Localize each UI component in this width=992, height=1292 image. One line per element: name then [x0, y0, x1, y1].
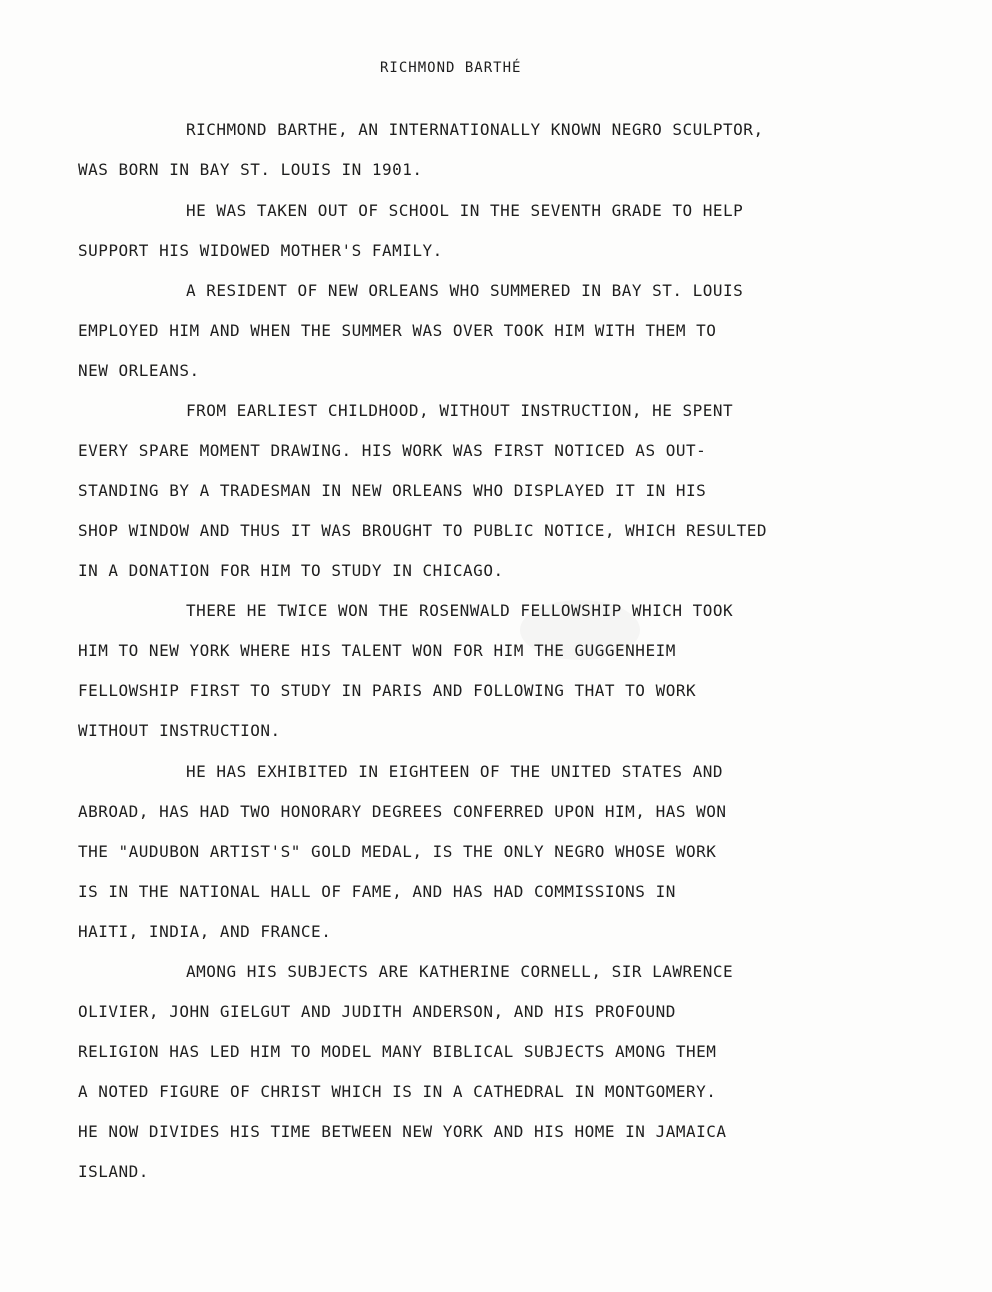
text-line: HE WAS TAKEN OUT OF SCHOOL IN THE SEVENTH GRADE TO HELP	[186, 201, 744, 220]
text-line: OLIVIER, JOHN GIELGUT AND JUDITH ANDERSON, AND HIS PROFOUND	[78, 1002, 676, 1021]
text-line: RICHMOND BARTHE, AN INTERNATIONALLY KNOWN NEGRO SCULPTOR,	[186, 120, 764, 139]
text-line: HE HAS EXHIBITED IN EIGHTEEN OF THE UNITED STATES AND	[186, 762, 724, 781]
page-title: RICHMOND BARTHÉ	[380, 60, 522, 76]
text-line: ABROAD, HAS HAD TWO HONORARY DEGREES CONFERRED UPON HIM, HAS WON	[78, 802, 727, 821]
text-line: SUPPORT HIS WIDOWED MOTHER'S FAMILY.	[78, 241, 443, 260]
text-line: SHOP WINDOW AND THUS IT WAS BROUGHT TO PUBLIC NOTICE, WHICH RESULTED	[78, 521, 768, 540]
text-line: IN A DONATION FOR HIM TO STUDY IN CHICAGO.	[78, 561, 504, 580]
text-line: NEW ORLEANS.	[78, 361, 200, 380]
text-line: WITHOUT INSTRUCTION.	[78, 721, 281, 740]
text-line: STANDING BY A TRADESMAN IN NEW ORLEANS WHO DISPLAYED IT IN HIS	[78, 481, 707, 500]
text-line: THERE HE TWICE WON THE ROSENWALD FELLOWSHIP WHICH TOOK	[186, 601, 734, 620]
text-line: HAITI, INDIA, AND FRANCE.	[78, 922, 332, 941]
text-line: AMONG HIS SUBJECTS ARE KATHERINE CORNELL, SIR LAWRENCE	[186, 962, 734, 981]
text-line: A RESIDENT OF NEW ORLEANS WHO SUMMERED IN BAY ST. LOUIS	[186, 281, 744, 300]
text-line: A NOTED FIGURE OF CHRIST WHICH IS IN A CATHEDRAL IN MONTGOMERY.	[78, 1082, 717, 1101]
text-line: HIM TO NEW YORK WHERE HIS TALENT WON FOR HIM THE GUGGENHEIM	[78, 641, 676, 660]
text-line: FELLOWSHIP FIRST TO STUDY IN PARIS AND FOLLOWING THAT TO WORK	[78, 681, 697, 700]
text-line: ISLAND.	[78, 1162, 149, 1181]
text-line: RELIGION HAS LED HIM TO MODEL MANY BIBLICAL SUBJECTS AMONG THEM	[78, 1042, 717, 1061]
text-line: EVERY SPARE MOMENT DRAWING. HIS WORK WAS FIRST NOTICED AS OUT-	[78, 441, 707, 460]
text-line: WAS BORN IN BAY ST. LOUIS IN 1901.	[78, 160, 423, 179]
text-line: IS IN THE NATIONAL HALL OF FAME, AND HAS HAD COMMISSIONS IN	[78, 882, 676, 901]
text-line: HE NOW DIVIDES HIS TIME BETWEEN NEW YORK AND HIS HOME IN JAMAICA	[78, 1122, 727, 1141]
text-line: FROM EARLIEST CHILDHOOD, WITHOUT INSTRUCTION, HE SPENT	[186, 401, 734, 420]
text-line: EMPLOYED HIM AND WHEN THE SUMMER WAS OVER TOOK HIM WITH THEM TO	[78, 321, 717, 340]
text-line: THE "AUDUBON ARTIST'S" GOLD MEDAL, IS THE ONLY NEGRO WHOSE WORK	[78, 842, 717, 861]
